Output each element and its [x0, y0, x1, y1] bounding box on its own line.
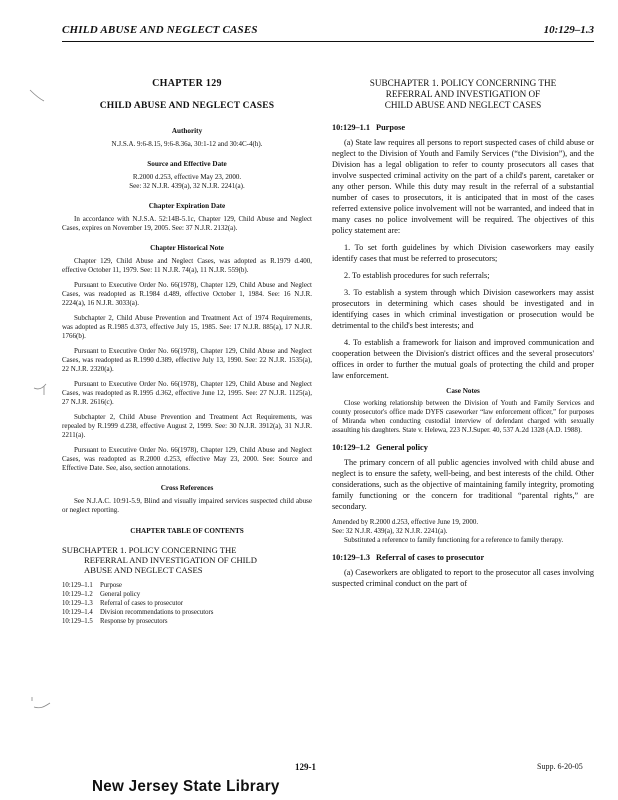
source-line-2: See: 32 N.J.R. 439(a), 32 N.J.R. 2241(a).	[129, 182, 245, 190]
case-notes-heading: Case Notes	[446, 387, 480, 395]
margin-mark-1	[28, 88, 48, 104]
toc-entry[interactable]	[62, 608, 312, 617]
toc-entry[interactable]	[62, 617, 312, 626]
historical-paragraph: Pursuant to Executive Order No. 66(1978), Chapter 129, Child Abuse and Neglect Cases, was readopted as R.2000 d.253, effective May 23, 2000. See: Source and Effective Date. See, also, section annotations.	[62, 446, 312, 472]
toc-list	[62, 581, 312, 626]
toc-entry-title: Purpose	[100, 582, 122, 589]
toc-entry[interactable]	[62, 581, 312, 590]
right-column	[332, 78, 594, 595]
general-policy-text: The primary concern of all public agencies involved with child abuse and neglect is to ensure the safety, well-being, and best interests of the child. Other considerations, such as the objective of maintaining family integrity, promoting family functioning or the concern for traditional “parental rights,” are secondary.	[332, 458, 594, 511]
toc-entry-title: Response by prosecutors	[100, 618, 168, 625]
toc-entry-number: 10:129–1.1	[62, 582, 93, 589]
historical-paragraph: Pursuant to Executive Order No. 66(1978), Chapter 129, Child Abuse and Neglect Cases, was readopted as R.1984 d.489, effective October 1, 1984. See: 16 N.J.R. 2224(a), 16 N.J.R. 3033(a).	[62, 281, 312, 307]
toc-entry[interactable]	[62, 599, 312, 608]
purpose-item: 2. To establish procedures for such referrals;	[344, 271, 490, 280]
subchapter-line-2: REFERRAL AND INVESTIGATION OF	[385, 89, 541, 99]
running-header-section: 10:129–1.3	[543, 24, 594, 36]
section-heading-referral	[332, 553, 594, 562]
chapter-title: CHILD ABUSE AND NEGLECT CASES	[99, 101, 275, 111]
running-header-title: CHILD ABUSE AND NEGLECT CASES	[62, 24, 258, 36]
amendment-line-3: Substituted a reference to family functioning for a reference to family therapy.	[344, 536, 564, 544]
historical-paragraph: Pursuant to Executive Order No. 66(1978), Chapter 129, Child Abuse and Neglect Cases, was readopted as R.1990 d.389, effective July 13, 1990. See: 22 N.J.R. 1535(a), 22 N.J.R. 2320(a).	[62, 347, 312, 373]
purpose-item: 1. To set forth guidelines by which Division caseworkers may easily identify cases that must be referred to prosecutors;	[332, 243, 594, 263]
header-rule	[62, 41, 594, 42]
historical-note-heading: Chapter Historical Note	[150, 244, 224, 252]
toc-subchapter-line-3: ABUSE AND NEGLECT CASES	[84, 565, 203, 575]
toc-entry-number: 10:129–1.2	[62, 591, 93, 598]
margin-mark-3	[30, 695, 52, 711]
toc-entry-title: General policy	[100, 591, 141, 598]
section-title: General policy	[376, 443, 428, 452]
historical-paragraph: Subchapter 2, Child Abuse Prevention and Treatment Act of 1974 Requirements, was adopted as R.1985 d.373, effective July 15, 1985. See: 17 N.J.R. 885(a), 17 N.J.R. 1766(b).	[62, 314, 312, 340]
section-heading-general-policy	[332, 443, 594, 452]
section-number: 10:129–1.1	[332, 123, 371, 132]
running-header	[62, 24, 594, 40]
purpose-item: 4. To establish a framework for liaison and improved communication and cooperation between the Division's district offices and the several prosecutors' offices in order to further the mutual goals of protecting the child and proper law enforcement.	[332, 338, 594, 380]
authority-text: N.J.S.A. 9:6-8.15, 9:6-8.36a, 30:1-12 and 30:4C-4(h).	[111, 140, 263, 148]
expiration-heading: Chapter Expiration Date	[148, 202, 226, 210]
cross-references-heading: Cross References	[160, 484, 214, 492]
margin-mark-2	[32, 380, 52, 398]
amendment-line-1: Amended by R.2000 d.253, effective June 19, 2000.	[332, 518, 479, 526]
purpose-item: 3. To establish a system through which Division caseworkers may assist prosecutors in determining which cases should be investigated and in identifying cases in which criminal investigation or prosecution would be detrimental to the child's best interests; and	[332, 288, 594, 330]
left-column	[62, 78, 312, 626]
historical-paragraph: Pursuant to Executive Order No. 66(1978), Chapter 129, Child Abuse and Neglect Cases, was readopted as R.1995 d.362, effective June 12, 1995. See: 27 N.J.R. 1125(a), 27 N.J.R. 2616(c).	[62, 380, 312, 406]
subchapter-heading	[332, 78, 594, 111]
case-notes-text: Close working relationship between the Division of Youth and Family Services and county prosecutor's office made DYFS caseworker “law enforcement officer,” for purposes of Miranda when conducting custodial interview of defendant charged with sexually assaulting his daughters. State v. Helewa, 223 N.J.Super. 40, 537 A.2d 1328 (A.D. 1988).	[332, 399, 594, 434]
toc-entry-number: 10:129–1.4	[62, 609, 93, 616]
subchapter-line-1: SUBCHAPTER 1. POLICY CONCERNING THE	[369, 78, 557, 88]
supplement-date: Supp. 6-20-05	[537, 762, 583, 771]
amendment-line-2: See: 32 N.J.R. 439(a), 32 N.J.R. 2241(a).	[332, 527, 448, 535]
expiration-text: In accordance with N.J.S.A. 52:14B-5.1c, Chapter 129, Child Abuse and Neglect Cases, expires on November 19, 2005. See: 37 N.J.R. 2132(a).	[62, 215, 312, 232]
toc-entry-title: Division recommendations to prosecutors	[100, 609, 214, 616]
historical-paragraph: Chapter 129, Child Abuse and Neglect Cases, was adopted as R.1979 d.400, effective October 11, 1979. See: 11 N.J.R. 74(a), 11 N.J.R. 559(b).	[62, 257, 312, 274]
toc-subchapter-heading	[62, 545, 312, 575]
historical-paragraph: Subchapter 2, Child Abuse Prevention and Treatment Act Requirements, was repealed by R.1999 d.238, effective August 2, 1999. See: 30 N.J.R. 3912(a), 31 N.J.R. 2211(a).	[62, 413, 312, 439]
section-number: 10:129–1.2	[332, 443, 371, 452]
referral-text: (a) Caseworkers are obligated to report to the prosecutor all cases involving suspected criminal conduct on the part of	[332, 568, 594, 588]
toc-heading: CHAPTER TABLE OF CONTENTS	[130, 527, 244, 535]
library-stamp: New Jersey State Library	[92, 778, 280, 795]
purpose-intro: (a) State law requires all persons to report suspected cases of child abuse or neglect to the Division of Youth and Family Services (“the Division”), and the Division has a legal obligation to refer to county prosecutors all cases that involve suspected criminal activity on the part of a child's parent, caretaker or any other person. While this duty may result in the referral of a substantial number of cases to prosecutors, it is anticipated that in most of the cases referred extensive police involvement will not be warranted, and indeed that in many cases no police involvement will be required. The objectives of this policy statement are:	[332, 138, 594, 235]
toc-entry-title: Referral of cases to prosecutor	[100, 600, 184, 607]
section-title: Referral of cases to prosecutor	[376, 553, 485, 562]
source-line-1: R.2000 d.253, effective May 23, 2000.	[132, 173, 242, 181]
section-title: Purpose	[376, 123, 406, 132]
section-number: 10:129–1.3	[332, 553, 371, 562]
toc-entry[interactable]	[62, 590, 312, 599]
section-heading-purpose	[332, 123, 594, 132]
toc-subchapter-line-2: REFERRAL AND INVESTIGATION OF CHILD	[84, 555, 257, 565]
source-heading: Source and Effective Date	[147, 160, 227, 168]
chapter-number: CHAPTER 129	[152, 78, 222, 89]
subchapter-line-3: CHILD ABUSE AND NEGLECT CASES	[384, 100, 542, 110]
authority-heading: Authority	[171, 127, 203, 135]
toc-subchapter-line-1: SUBCHAPTER 1. POLICY CONCERNING THE	[62, 545, 237, 555]
amendment-note	[332, 518, 594, 545]
toc-entry-number: 10:129–1.3	[62, 600, 93, 607]
toc-entry-number: 10:129–1.5	[62, 618, 93, 625]
cross-references-text: See N.J.A.C. 10:91-5.9, Blind and visually impaired services suspected child abuse or neglect reporting.	[62, 497, 312, 514]
page-number: 129-1	[295, 762, 316, 772]
